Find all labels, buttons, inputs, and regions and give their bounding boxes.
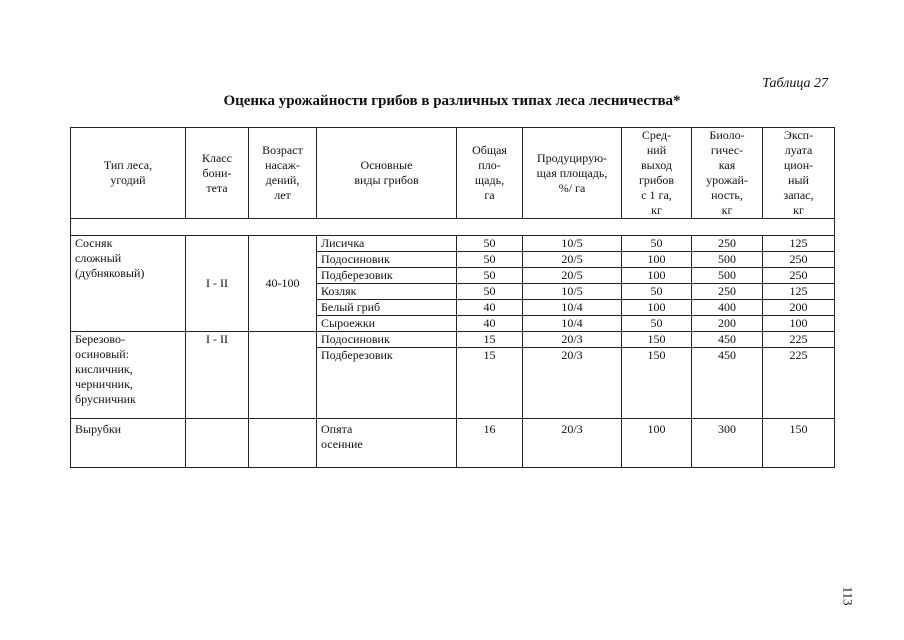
header-species: Основные виды грибов bbox=[317, 128, 457, 219]
species-cell: Белый гриб bbox=[317, 300, 457, 316]
species-cell: Опята осенние bbox=[317, 419, 457, 468]
prod-cell: 20/3 bbox=[523, 419, 622, 468]
exp-cell: 250 bbox=[763, 252, 835, 268]
prod-cell: 20/3 bbox=[523, 348, 622, 419]
avg-cell: 100 bbox=[622, 419, 692, 468]
bio-cell: 200 bbox=[692, 316, 763, 332]
bio-cell: 500 bbox=[692, 268, 763, 284]
header-row bbox=[71, 128, 835, 219]
species-cell: Лисичка bbox=[317, 236, 457, 252]
prod-cell: 20/3 bbox=[523, 332, 622, 348]
area-cell: 40 bbox=[457, 316, 523, 332]
species-cell: Подосиновик bbox=[317, 332, 457, 348]
prod-cell: 20/5 bbox=[523, 252, 622, 268]
species-cell: Подберезовик bbox=[317, 268, 457, 284]
age-cell bbox=[249, 332, 317, 419]
prod-cell: 10/4 bbox=[523, 316, 622, 332]
table-number-label: Таблица 27 bbox=[762, 76, 828, 91]
exp-cell: 150 bbox=[763, 419, 835, 468]
forest-type-cell: Березово- осиновый: кисличник, черничник, брусничник bbox=[71, 332, 186, 419]
prod-cell: 10/5 bbox=[523, 284, 622, 300]
spacer-row bbox=[71, 219, 835, 236]
exp-cell: 100 bbox=[763, 316, 835, 332]
area-cell: 40 bbox=[457, 300, 523, 316]
avg-cell: 150 bbox=[622, 332, 692, 348]
bonitet-cell: I - II bbox=[186, 332, 249, 419]
prod-cell: 20/5 bbox=[523, 268, 622, 284]
exp-cell: 225 bbox=[763, 332, 835, 348]
header-age: Возраст насаж- дений, лет bbox=[249, 128, 317, 219]
area-cell: 15 bbox=[457, 348, 523, 419]
avg-cell: 50 bbox=[622, 236, 692, 252]
exp-cell: 125 bbox=[763, 284, 835, 300]
header-avg-yield: Сред- ний выход грибов с 1 га, кг bbox=[622, 128, 692, 219]
species-cell: Подберезовик bbox=[317, 348, 457, 419]
header-exploitation-stock: Эксп- луата цион- ный запас, кг bbox=[763, 128, 835, 219]
bonitet-cell bbox=[186, 419, 249, 468]
bio-cell: 250 bbox=[692, 236, 763, 252]
age-cell bbox=[249, 419, 317, 468]
forest-type-cell: Сосняк сложный (дубняковый) bbox=[71, 236, 186, 332]
exp-cell: 250 bbox=[763, 268, 835, 284]
area-cell: 16 bbox=[457, 419, 523, 468]
table-row bbox=[71, 236, 835, 252]
bio-cell: 300 bbox=[692, 419, 763, 468]
header-total-area: Общая пло- щадь, га bbox=[457, 128, 523, 219]
table-row bbox=[71, 332, 835, 348]
species-cell: Сыроежки bbox=[317, 316, 457, 332]
age-cell: 40-100 bbox=[249, 236, 317, 332]
avg-cell: 100 bbox=[622, 252, 692, 268]
header-forest-type: Тип леса, угодий bbox=[71, 128, 186, 219]
exp-cell: 125 bbox=[763, 236, 835, 252]
header-productive-area: Продуцирую- щая площадь, %/ га bbox=[523, 128, 622, 219]
exp-cell: 200 bbox=[763, 300, 835, 316]
avg-cell: 150 bbox=[622, 348, 692, 419]
bio-cell: 450 bbox=[692, 348, 763, 419]
species-cell: Подосиновик bbox=[317, 252, 457, 268]
forest-type-cell: Вырубки bbox=[71, 419, 186, 468]
avg-cell: 50 bbox=[622, 316, 692, 332]
avg-cell: 50 bbox=[622, 284, 692, 300]
avg-cell: 100 bbox=[622, 268, 692, 284]
page-number: 113 bbox=[840, 586, 856, 606]
area-cell: 50 bbox=[457, 236, 523, 252]
prod-cell: 10/5 bbox=[523, 236, 622, 252]
bio-cell: 450 bbox=[692, 332, 763, 348]
bio-cell: 400 bbox=[692, 300, 763, 316]
exp-cell: 225 bbox=[763, 348, 835, 419]
header-bonitet: Класс бони- тета bbox=[186, 128, 249, 219]
mushroom-yield-table bbox=[70, 127, 835, 468]
area-cell: 50 bbox=[457, 284, 523, 300]
table-row bbox=[71, 419, 835, 468]
bio-cell: 250 bbox=[692, 284, 763, 300]
area-cell: 15 bbox=[457, 332, 523, 348]
species-cell: Козляк bbox=[317, 284, 457, 300]
prod-cell: 10/4 bbox=[523, 300, 622, 316]
area-cell: 50 bbox=[457, 268, 523, 284]
avg-cell: 100 bbox=[622, 300, 692, 316]
bio-cell: 500 bbox=[692, 252, 763, 268]
table-title: Оценка урожайности грибов в различных типах леса лесничества* bbox=[223, 93, 681, 109]
header-bio-yield: Биоло- гичес- кая урожай- ность, кг bbox=[692, 128, 763, 219]
bonitet-cell: I - II bbox=[186, 236, 249, 332]
area-cell: 50 bbox=[457, 252, 523, 268]
